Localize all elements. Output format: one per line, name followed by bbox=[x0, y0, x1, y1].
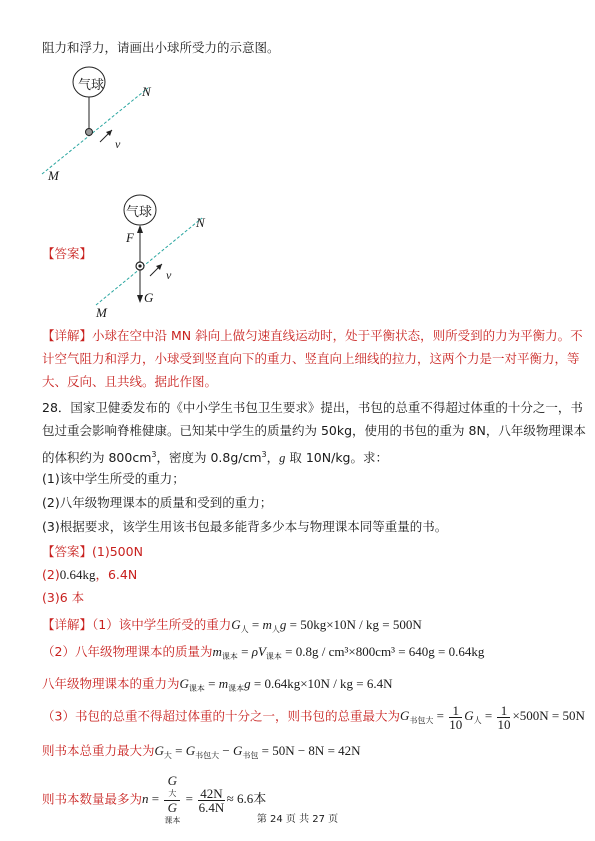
subscript-big: 大 bbox=[163, 751, 172, 760]
subscript-book: 课本 bbox=[228, 684, 245, 693]
gravity-arrowhead bbox=[137, 295, 143, 303]
symbol-m: m bbox=[212, 644, 222, 659]
symbol-g: G bbox=[185, 743, 196, 758]
fraction-one-tenth bbox=[449, 704, 462, 731]
fig2-label-g: G bbox=[144, 290, 154, 305]
detail28-line-6: 则书本数量最多为n = G 大 G 课本 = $\frac{42N}{6.4N}$ ≈ 6.6本 bbox=[42, 773, 267, 825]
fraction-denominator: 10 bbox=[497, 717, 511, 732]
q28-comma: ， bbox=[266, 450, 280, 466]
subscript-book: 课本 bbox=[221, 652, 238, 661]
symbol-g: G bbox=[399, 708, 410, 724]
subscript-person: 人 bbox=[271, 625, 280, 634]
fig2-balloon-label: 气球 bbox=[126, 205, 153, 220]
detail28-tag: 【详解】 bbox=[42, 617, 93, 632]
fig2-label-n: N bbox=[196, 215, 205, 230]
symbol-n: n bbox=[142, 791, 149, 807]
symbol-rho-v: ρV bbox=[251, 644, 266, 659]
subscript-book: 课本 bbox=[164, 816, 181, 825]
symbol-g: G bbox=[464, 708, 474, 724]
q28-sup: 3 bbox=[151, 450, 157, 459]
detail28-s6-text: 则书本数量最多为 bbox=[42, 791, 143, 807]
symbol-small-g: g bbox=[244, 676, 251, 691]
explanation-text-1: 小球在空中沿 MN 斜向上做匀速直线运动时，处于平衡状态，则所受到的力为平衡力。不 bbox=[92, 328, 583, 343]
fig1-label-m: M bbox=[48, 168, 59, 183]
q28-density: ，密度为 0.8g/cm bbox=[156, 450, 262, 466]
detail28-s2-formula: = 0.8g / cm³×800cm³ = 640g = 0.64kg bbox=[285, 644, 485, 659]
subscript-big: 大 bbox=[168, 789, 177, 798]
answer28-a2-sep: ， bbox=[95, 567, 108, 582]
detail28-s4-formula: ×500N = 50N bbox=[512, 708, 585, 724]
fig2-label-m: M bbox=[96, 305, 107, 320]
detail28-line-2: （2）八年级物理课本的质量为$m_{课本} = \rho V_{课本} = 0.8g / cm^3\times 800cm^3 = 640g = 0.64kg$ bbox=[42, 644, 485, 661]
q28-sub-3: (3)根据要求，该学生用该书包最多能背多少本与物理课本同等重量的书。 bbox=[42, 519, 448, 534]
subscript-book: 课本 bbox=[265, 652, 282, 661]
subscript-bag: 书包 bbox=[242, 751, 259, 760]
fig1-label-n: N bbox=[142, 84, 151, 99]
fig1-label-v: v bbox=[115, 137, 121, 151]
q28-sup-2: 3 bbox=[261, 450, 267, 459]
detail28-s3-text: 八年级物理课本的重力为 bbox=[42, 676, 180, 691]
detail28-line-5: 则书本总重力最大为$G_大 = G_{书包大} - G_{书包} = 50N - 8N = 42N$ bbox=[42, 743, 361, 760]
symbol-m: m bbox=[218, 676, 229, 691]
symbol-small-g: g bbox=[279, 617, 287, 632]
explanation-line-2: 计空气阻力和浮力，小球受到竖直向下的重力、竖直向上细线的拉力，这两个力是一对平衡力，等 bbox=[42, 351, 580, 366]
symbol-g: G bbox=[167, 800, 178, 815]
q28-line-1: 28．国家卫健委发布的《中小学生书包卫生要求》提出，书包的总重不得超过体重的十分之一，书 bbox=[42, 400, 583, 415]
q28-g-value: 取 10N/kg。求： bbox=[285, 450, 388, 466]
fig2-label-v: v bbox=[166, 268, 172, 282]
subscript-person: 人 bbox=[473, 716, 482, 726]
answer28-a1: (1)500N bbox=[92, 544, 143, 559]
answer28-line-1 bbox=[42, 543, 143, 561]
answer-tag: 【答案】 bbox=[42, 246, 93, 261]
subscript-person: 人 bbox=[240, 625, 249, 634]
subscript-bag-max: 书包大 bbox=[195, 751, 220, 760]
intro-text: 阻力和浮力，请画出小球所受力的示意图。 bbox=[42, 40, 280, 55]
q28-sub-2: (2)八年级物理课本的质量和受到的重力； bbox=[42, 495, 273, 510]
symbol-g: G bbox=[154, 743, 164, 758]
symbol-m: m bbox=[262, 617, 272, 632]
explanation-line-3: 大、反向、且共线。据此作图。 bbox=[42, 374, 218, 389]
fig2-label-f: F bbox=[126, 230, 134, 245]
answer28-line-2 bbox=[42, 566, 137, 584]
detail28-s4-text: （3）书包的总重不得超过体重的十分之一，则书包的总重最大为 bbox=[42, 708, 400, 724]
q28-sub-1: (1)该中学生所受的重力； bbox=[42, 471, 185, 486]
symbol-g: G bbox=[179, 676, 189, 691]
mn-line bbox=[42, 88, 148, 174]
ball-center bbox=[138, 264, 141, 267]
detail28-s6-formula: ≈ 6.6本 bbox=[226, 791, 267, 807]
fig1-balloon-label: 气球 bbox=[78, 78, 105, 93]
fraction-numerator: 1 bbox=[449, 704, 462, 718]
detail28-line-1: 【详解】（1）该中学生所受的重力$G_人 = m_人g = 50kg\times 10N$ / kg = 500N bbox=[42, 617, 422, 634]
detail28-line-4: （3）书包的总重不得超过体重的十分之一，则书包的总重最大为$G_{书包大}$ = $\frac{1}{10}$ $G_人$ = $\frac{1}{10}$ ×500N = 50N bbox=[42, 703, 585, 732]
q28-line-3 bbox=[42, 446, 388, 467]
fraction-denominator-64n: 6.4N bbox=[198, 800, 225, 815]
answer28-tag: 【答案】 bbox=[42, 544, 93, 559]
detail28-s3-formula: = 0.64kg×10N / kg = 6.4N bbox=[253, 676, 393, 691]
answer28-a2-weight: 6.4N bbox=[107, 567, 138, 582]
fraction-numerator: 1 bbox=[497, 704, 510, 718]
detail28-s1-formula: = 50kg×10N / kg = 500N bbox=[289, 617, 422, 632]
answer28-a2-prefix: (2) bbox=[42, 567, 60, 582]
answer28-a2-mass: 0.64kg bbox=[59, 567, 96, 582]
q28-g-symbol: g bbox=[279, 451, 286, 466]
symbol-g: G bbox=[231, 617, 241, 632]
q28-line-2: 包过重会影响脊椎健康。已知某中学生的质量约为 50kg，使用的书包的重为 8N，八年级物理课本 bbox=[42, 423, 586, 438]
explanation-line-1 bbox=[42, 327, 583, 345]
detail28-s5-formula: = 50N − 8N = 42N bbox=[261, 743, 361, 758]
explanation-tag: 【详解】 bbox=[42, 328, 93, 343]
subscript-bag-max: 书包大 bbox=[409, 716, 434, 726]
answer28-line-3: (3)6 本 bbox=[42, 590, 85, 605]
detail28-s5-text: 则书本总重力最大为 bbox=[42, 743, 155, 758]
page-footer: 第 24 页 共 27 页 bbox=[256, 814, 339, 825]
fraction-one-tenth-2 bbox=[497, 704, 510, 731]
fraction-denominator: 10 bbox=[449, 717, 463, 732]
q28-volume: 的体积约为 800cm bbox=[42, 450, 152, 466]
detail28-s2-text: （2）八年级物理课本的质量为 bbox=[42, 644, 213, 659]
tension-arrowhead bbox=[137, 225, 143, 233]
detail28-s1-text: （1）该中学生所受的重力 bbox=[92, 617, 232, 632]
fraction-numerator-42n: 42N bbox=[200, 786, 223, 801]
subscript-book: 课本 bbox=[188, 684, 205, 693]
detail28-line-3: 八年级物理课本的重力为$G_{课本} = m_{课本}g = 0.64kg\times 10N$ / kg = 6.4N bbox=[42, 676, 393, 693]
ball bbox=[86, 129, 93, 136]
symbol-g: G bbox=[232, 743, 243, 758]
symbol-g: G bbox=[167, 773, 178, 788]
